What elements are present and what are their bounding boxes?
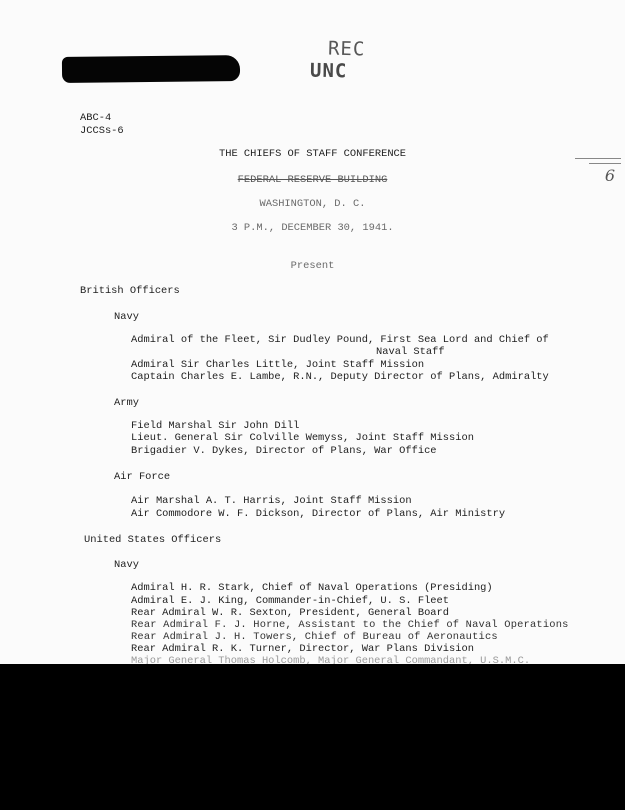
reference-code: ABC-4	[80, 112, 112, 124]
scan-blackout-area	[0, 664, 625, 810]
attendee-line: Admiral E. J. King, Commander-in-Chief, U. S. Fleet	[131, 595, 450, 607]
present-heading: Present	[290, 260, 335, 272]
attendee-line: Rear Admiral J. H. Towers, Chief of Bureau of Aeronautics	[131, 631, 498, 643]
attendee-line: Rear Admiral F. J. Horne, Assistant to the Chief of Naval Operations	[131, 619, 569, 631]
attendee-line-continued: Naval Staff	[376, 346, 445, 358]
venue-building: FEDERAL RESERVE BUILDING	[237, 174, 388, 186]
document-title: THE CHIEFS OF STAFF CONFERENCE	[218, 148, 407, 160]
british-army-label: Army	[114, 397, 139, 409]
reference-code: JCCSs-6	[80, 125, 124, 137]
us-officers-heading: United States Officers	[84, 534, 222, 546]
british-officers-heading: British Officers	[80, 285, 180, 297]
attendee-line-cut-off: Major General Thomas Holcomb, Major General Commandant, U.S.M.C.	[131, 655, 531, 664]
british-air-force-label: Air Force	[114, 471, 171, 483]
attendee-line: Field Marshal Sir John Dill	[131, 420, 300, 432]
attendee-line: Air Commodore W. F. Dickson, Director of Plans, Air Ministry	[131, 508, 506, 520]
redaction-bar	[62, 55, 240, 83]
us-navy-label: Navy	[114, 559, 139, 571]
venue-city: WASHINGTON, D. C.	[259, 198, 366, 210]
attendee-line: Captain Charles E. Lambe, R.N., Deputy Director of Plans, Admiralty	[131, 371, 549, 383]
meeting-datetime: 3 P.M., DECEMBER 30, 1941.	[231, 222, 394, 234]
attendee-line: Admiral Sir Charles Little, Joint Staff Mission	[131, 359, 425, 371]
declassification-stamp-line-1: REC	[327, 37, 366, 61]
attendee-line: Rear Admiral R. K. Turner, Director, War Plans Division	[131, 643, 474, 655]
british-navy-label: Navy	[114, 311, 139, 323]
attendee-line: Lieut. General Sir Colville Wemyss, Joint Staff Mission	[131, 432, 474, 444]
attendee-line: Admiral of the Fleet, Sir Dudley Pound, First Sea Lord and Chief of	[131, 334, 549, 346]
attendee-line: Air Marshal A. T. Harris, Joint Staff Mission	[131, 495, 412, 507]
margin-number: 6	[604, 166, 615, 185]
declassification-stamp-line-2: UNC	[309, 59, 348, 83]
attendee-line: Rear Admiral W. R. Sexton, President, General Board	[131, 607, 450, 619]
attendee-line: Brigadier V. Dykes, Director of Plans, War Office	[131, 445, 437, 457]
attendee-line: Admiral H. R. Stark, Chief of Naval Operations (Presiding)	[131, 582, 493, 594]
